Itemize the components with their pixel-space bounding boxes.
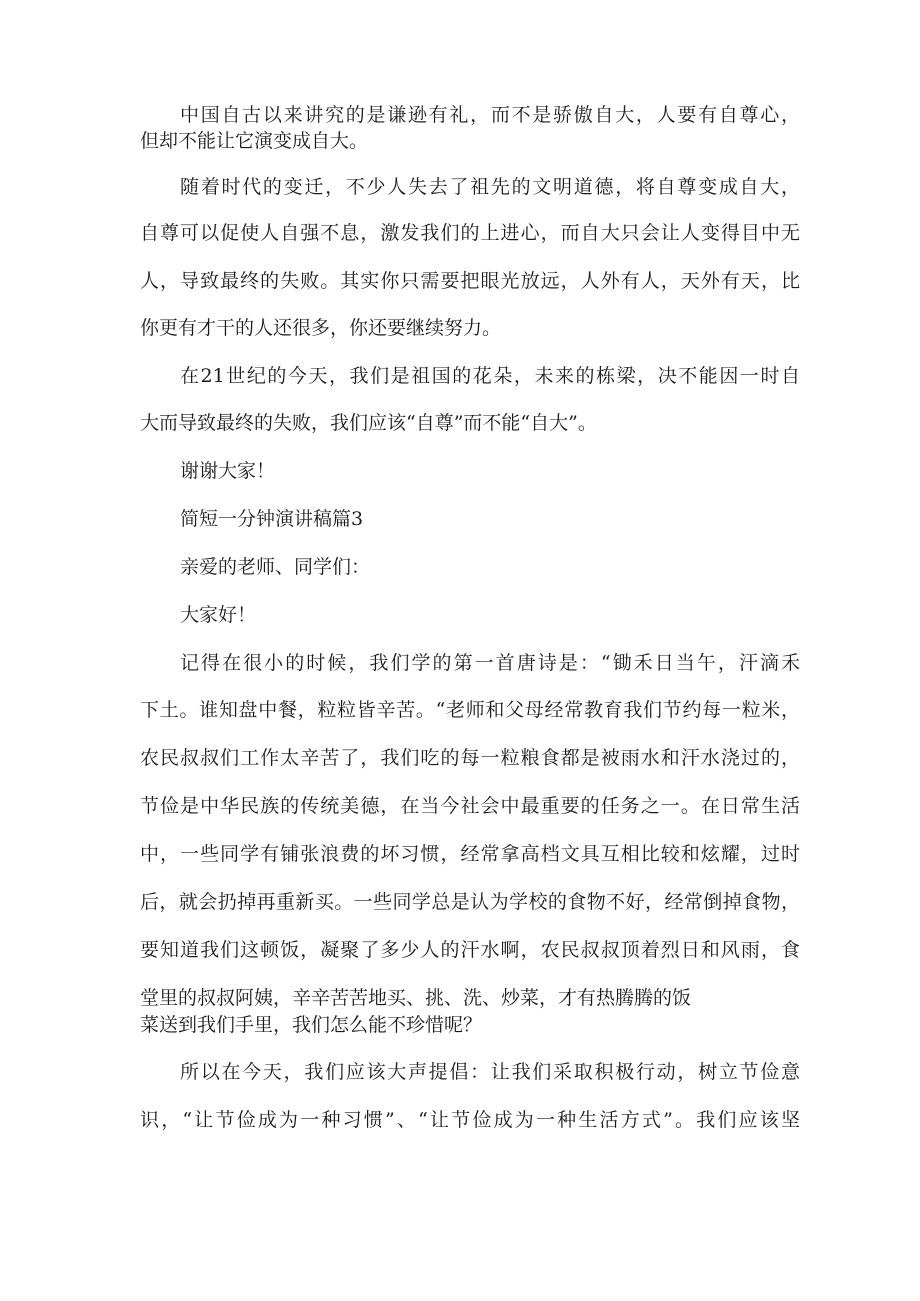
section-heading: 简短一分钟演讲稿篇3 bbox=[180, 508, 364, 530]
salutation-line: 亲爱的老师、同学们： bbox=[180, 556, 371, 578]
closing-line: 谢谢大家！ bbox=[180, 460, 276, 482]
paragraph-line: 所以在今天，我们应该大声提倡：让我们采取积极行动，树立节俭意 bbox=[180, 1061, 800, 1083]
paragraph-line: 在21世纪的今天，我们是祖国的花朵，未来的栋梁，决不能因一时自 bbox=[180, 365, 800, 387]
paragraph-line: 堂里的叔叔阿姨，辛辛苦苦地买、挑、洗、炒菜，才有热腾腾的饭 bbox=[140, 987, 692, 1009]
paragraph-line: 识，“让节俭成为一种习惯”、“让节俭成为一种生活方式”。我们应该坚 bbox=[140, 1109, 800, 1131]
paragraph-line: 节俭是中华民族的传统美德，在当今社会中最重要的任务之一。在日常生活 bbox=[140, 795, 800, 817]
paragraph-line: 后，就会扔掉再重新买。一些同学总是认为学校的食物不好，经常倒掉食物， bbox=[140, 891, 800, 913]
paragraph-line: 但却不能让它演变成自大。 bbox=[140, 130, 369, 152]
paragraph-line: 农民叔叔们工作太辛苦了，我们吃的每一粒粮食都是被雨水和汗水浇过的， bbox=[140, 747, 800, 769]
paragraph-line: 要知道我们这顿饭，凝聚了多少人的汗水啊，农民叔叔顶着烈日和风雨，食 bbox=[140, 939, 800, 961]
paragraph-line: 大而导致最终的失败，我们应该“自尊”而不能“自大”。 bbox=[140, 412, 597, 434]
greeting-line: 大家好！ bbox=[180, 604, 257, 626]
paragraph-line: 自尊可以促使人自强不息，激发我们的上进心，而自大只会让人变得目中无 bbox=[140, 222, 800, 244]
paragraph-line: 你更有才干的人还很多，你还要继续努力。 bbox=[140, 317, 502, 339]
paragraph-line: 人，导致最终的失败。其实你只需要把眼光放远，人外有人，天外有天，比 bbox=[140, 270, 800, 292]
paragraph-line: 随着时代的变迁，不少人失去了祖先的文明道德，将自尊变成自大， bbox=[180, 176, 800, 198]
paragraph-line: 菜送到我们手里，我们怎么能不珍惜呢？ bbox=[140, 1014, 483, 1036]
paragraph-line: 中国自古以来讲究的是谦逊有礼，而不是骄傲自大，人要有自尊心， bbox=[180, 104, 800, 126]
paragraph-line: 中，一些同学有铺张浪费的坏习惯，经常拿高档文具互相比较和炫耀，过时 bbox=[140, 843, 800, 865]
paragraph-line: 下土。谁知盘中餐，粒粒皆辛苦。“老师和父母经常教育我们节约每一粒米， bbox=[140, 699, 800, 721]
paragraph-line: 记得在很小的时候，我们学的第一首唐诗是：“锄禾日当午，汗滴禾 bbox=[180, 652, 800, 674]
